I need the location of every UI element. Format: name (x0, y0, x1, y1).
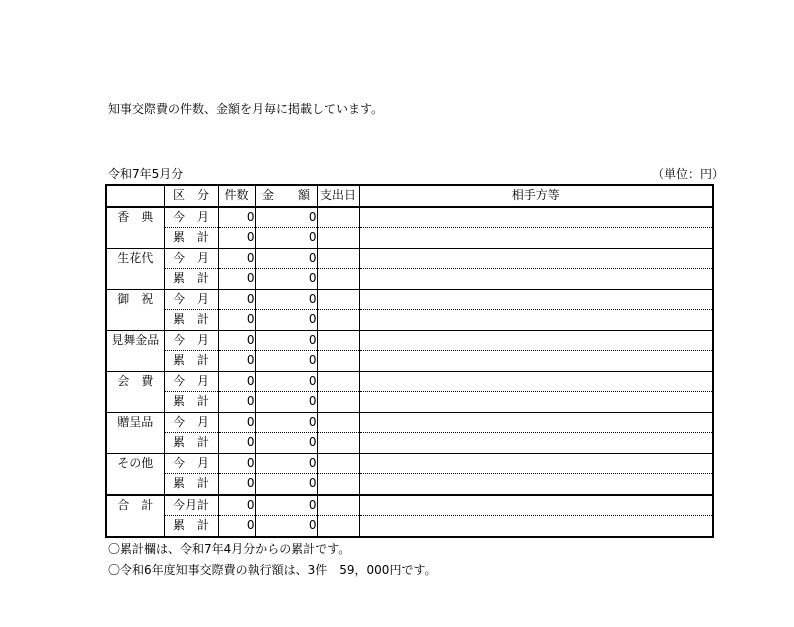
table-row (106, 228, 713, 249)
table-row (106, 207, 713, 228)
count-cell: 0 (218, 392, 255, 413)
table-row (106, 351, 713, 372)
date-cell (317, 474, 359, 495)
period-type-cell: 累 計 (164, 516, 218, 537)
period-type-cell: 累 計 (164, 228, 218, 249)
count-cell: 0 (218, 474, 255, 495)
recipient-cell (359, 330, 713, 351)
recipient-cell (359, 228, 713, 249)
table-header-row (106, 185, 713, 207)
date-cell (317, 330, 359, 351)
amount-cell: 0 (255, 248, 317, 269)
table-row (106, 412, 713, 433)
date-cell (317, 453, 359, 474)
recipient-cell (359, 433, 713, 454)
category-cell: 見舞金品 (106, 330, 164, 371)
count-cell: 0 (218, 248, 255, 269)
count-cell: 0 (218, 371, 255, 392)
recipient-cell (359, 371, 713, 392)
recipient-cell (359, 248, 713, 269)
date-cell (317, 207, 359, 228)
count-cell: 0 (218, 228, 255, 249)
header-category (106, 185, 164, 207)
count-cell: 0 (218, 310, 255, 331)
recipient-cell (359, 392, 713, 413)
header-date: 支出日 (317, 185, 359, 207)
recipient-cell (359, 207, 713, 228)
date-cell (317, 371, 359, 392)
table-row-total (106, 516, 713, 537)
period-type-cell: 今 月 (164, 289, 218, 310)
period-label: 令和7年5月分 (108, 167, 184, 181)
amount-cell: 0 (255, 228, 317, 249)
date-cell (317, 228, 359, 249)
note-cumulative: 〇累計欄は、令和7年4月分からの累計です。 (108, 542, 351, 556)
date-cell (317, 351, 359, 372)
amount-cell: 0 (255, 453, 317, 474)
table-row (106, 330, 713, 351)
intro-text: 知事交際費の件数、金額を月毎に掲載しています。 (108, 102, 384, 116)
table-row (106, 371, 713, 392)
date-cell (317, 392, 359, 413)
amount-cell: 0 (255, 392, 317, 413)
count-cell: 0 (218, 330, 255, 351)
date-cell (317, 433, 359, 454)
period-type-cell: 今 月 (164, 371, 218, 392)
amount-cell: 0 (255, 412, 317, 433)
date-cell (317, 412, 359, 433)
category-cell: 贈呈品 (106, 412, 164, 453)
count-cell: 0 (218, 453, 255, 474)
expense-table (105, 184, 714, 538)
date-cell (317, 248, 359, 269)
recipient-cell (359, 289, 713, 310)
count-cell: 0 (218, 207, 255, 228)
date-cell (317, 269, 359, 290)
amount-cell: 0 (255, 269, 317, 290)
amount-cell: 0 (255, 289, 317, 310)
amount-cell: 0 (255, 474, 317, 495)
count-cell: 0 (218, 351, 255, 372)
period-type-cell: 今月計 (164, 495, 218, 516)
date-cell (317, 495, 359, 516)
recipient-cell (359, 453, 713, 474)
category-cell-total: 合 計 (106, 495, 164, 537)
recipient-cell (359, 310, 713, 331)
count-cell: 0 (218, 412, 255, 433)
count-cell: 0 (218, 516, 255, 537)
period-type-cell: 今 月 (164, 453, 218, 474)
period-type-cell: 今 月 (164, 330, 218, 351)
recipient-cell (359, 495, 713, 516)
table-row-total (106, 495, 713, 516)
period-type-cell: 累 計 (164, 310, 218, 331)
table-row (106, 453, 713, 474)
recipient-cell (359, 412, 713, 433)
table-row (106, 433, 713, 454)
date-cell (317, 310, 359, 331)
table-row (106, 474, 713, 495)
category-cell: 御 祝 (106, 289, 164, 330)
date-cell (317, 289, 359, 310)
header-count: 件数 (218, 185, 255, 207)
recipient-cell (359, 516, 713, 537)
period-type-cell: 累 計 (164, 269, 218, 290)
count-cell: 0 (218, 269, 255, 290)
period-type-cell: 累 計 (164, 433, 218, 454)
header-amount: 金 額 (255, 185, 317, 207)
count-cell: 0 (218, 433, 255, 454)
amount-cell: 0 (255, 310, 317, 331)
period-type-cell: 累 計 (164, 351, 218, 372)
recipient-cell (359, 269, 713, 290)
period-type-cell: 累 計 (164, 474, 218, 495)
amount-cell: 0 (255, 495, 317, 516)
unit-label: （単位：円） (652, 167, 725, 181)
note-fiscal-total: 〇令和6年度知事交際費の執行額は、3件 59，000円です。 (108, 563, 437, 577)
period-type-cell: 累 計 (164, 392, 218, 413)
header-recipient: 相手方等 (359, 185, 713, 207)
amount-cell: 0 (255, 371, 317, 392)
count-cell: 0 (218, 289, 255, 310)
period-type-cell: 今 月 (164, 248, 218, 269)
header-kubun: 区 分 (164, 185, 218, 207)
recipient-cell (359, 351, 713, 372)
count-cell: 0 (218, 495, 255, 516)
date-cell (317, 516, 359, 537)
table-row (106, 310, 713, 331)
amount-cell: 0 (255, 330, 317, 351)
period-type-cell: 今 月 (164, 412, 218, 433)
amount-cell: 0 (255, 433, 317, 454)
amount-cell: 0 (255, 207, 317, 228)
period-type-cell: 今 月 (164, 207, 218, 228)
category-cell: 生花代 (106, 248, 164, 289)
amount-cell: 0 (255, 516, 317, 537)
category-cell: その他 (106, 453, 164, 495)
category-cell: 香 典 (106, 207, 164, 249)
table-row (106, 248, 713, 269)
table-row (106, 392, 713, 413)
table-row (106, 289, 713, 310)
table-row (106, 269, 713, 290)
amount-cell: 0 (255, 351, 317, 372)
category-cell: 会 費 (106, 371, 164, 412)
recipient-cell (359, 474, 713, 495)
